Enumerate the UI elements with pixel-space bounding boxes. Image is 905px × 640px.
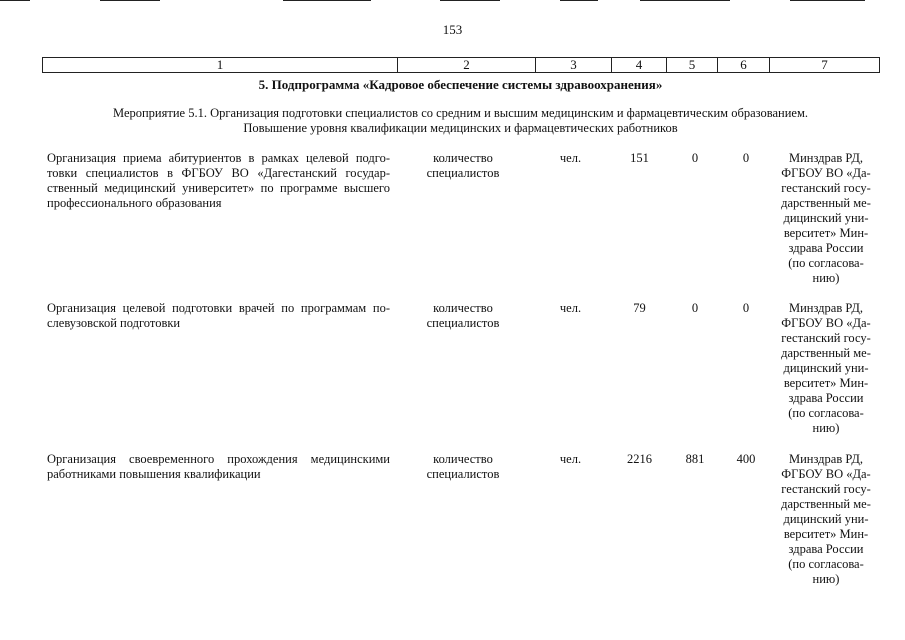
description-line: Организация приема абитуриентов в рамках целевой подго- <box>47 151 390 165</box>
executor-line: здрава России <box>788 391 864 405</box>
executor-line: ФГБОУ ВО «Да- <box>781 316 871 330</box>
executor-line: дицинский уни- <box>783 361 869 375</box>
executor-line: ФГБОУ ВО «Да- <box>781 467 871 481</box>
measure-title <box>42 106 879 136</box>
page-number: 153 <box>442 22 463 37</box>
indicator-line: специалистов <box>426 467 500 481</box>
measure-title-line: Повышение уровня квалификации медицинских и фармацевтических работников <box>243 121 678 135</box>
executor-line: Минздрав РД, <box>788 301 864 315</box>
column-header-row <box>43 58 880 73</box>
row-description <box>47 151 390 211</box>
executor-line: здрава России <box>788 542 864 556</box>
indicator-line: специалистов <box>426 166 500 180</box>
description-line: слевузовской подготовки <box>47 316 181 330</box>
executor-line: (по согласова- <box>788 256 864 270</box>
indicator-line: количество <box>433 301 493 315</box>
row-value-3: 0 <box>742 151 750 165</box>
row-value-3: 0 <box>742 301 750 315</box>
description-line: Организация целевой подготовки врачей по программам по- <box>47 301 390 315</box>
row-value-2: 881 <box>685 452 705 466</box>
subprogram-title: 5. Подпрограмма «Кадровое обеспечение системы здравоохранения» <box>258 77 663 92</box>
executor-line: гестанский госу- <box>781 331 871 345</box>
row-executor <box>778 301 874 436</box>
executor-line: дарственный ме- <box>781 346 871 360</box>
column-number: 3 <box>536 58 612 73</box>
executor-line: верситет» Мин- <box>783 527 869 541</box>
measure-title-line: Мероприятие 5.1. Организация подготовки специалистов со средним и высшим медицинским и фармацевтическим образованием. <box>113 106 808 120</box>
row-executor <box>778 151 874 286</box>
executor-line: верситет» Мин- <box>783 226 869 240</box>
executor-line: (по согласова- <box>788 406 864 420</box>
row-indicator <box>410 301 516 331</box>
row-value-3: 400 <box>736 452 756 466</box>
column-number: 7 <box>770 58 880 73</box>
executor-line: (по согласова- <box>788 557 864 571</box>
row-indicator <box>410 452 516 482</box>
top-rule <box>790 0 865 1</box>
top-rule <box>283 0 371 1</box>
description-line: ственный медицинский университет» по программе высшего <box>47 181 390 195</box>
row-value-2: 0 <box>691 301 699 315</box>
row-executor <box>778 452 874 587</box>
executor-line: гестанский госу- <box>781 482 871 496</box>
top-rule <box>0 0 30 1</box>
executor-line: Минздрав РД, <box>788 151 864 165</box>
column-number: 2 <box>398 58 536 73</box>
row-value-1: 79 <box>633 301 646 315</box>
indicator-line: специалистов <box>426 316 500 330</box>
row-value-1: 2216 <box>627 452 652 466</box>
executor-line: нию) <box>812 271 840 285</box>
top-rule <box>440 0 500 1</box>
executor-line: Минздрав РД, <box>788 452 864 466</box>
top-rule <box>560 0 598 1</box>
executor-line: ФГБОУ ВО «Да- <box>781 166 871 180</box>
executor-line: дарственный ме- <box>781 196 871 210</box>
row-unit: чел. <box>559 301 582 315</box>
indicator-line: количество <box>433 151 493 165</box>
column-number: 6 <box>718 58 770 73</box>
description-line: товки специалистов в ФГБОУ ВО «Дагестанский государ- <box>47 166 390 180</box>
description-line: профессионального образования <box>47 196 222 210</box>
executor-line: верситет» Мин- <box>783 376 869 390</box>
column-header-table <box>42 57 880 73</box>
row-value-1: 151 <box>630 151 649 165</box>
row-value-2: 0 <box>691 151 699 165</box>
top-rule <box>640 0 730 1</box>
executor-line: дицинский уни- <box>783 211 869 225</box>
executor-line: дарственный ме- <box>781 497 871 511</box>
column-number: 4 <box>612 58 667 73</box>
top-rule <box>100 0 160 1</box>
description-line: работниками повышения квалификации <box>47 467 261 481</box>
column-number: 5 <box>667 58 718 73</box>
row-unit: чел. <box>559 452 582 466</box>
executor-line: нию) <box>812 421 840 435</box>
row-unit: чел. <box>559 151 582 165</box>
indicator-line: количество <box>433 452 493 466</box>
description-line: Организация своевременного прохождения медицинскими <box>47 452 390 466</box>
executor-line: нию) <box>812 572 840 586</box>
row-description <box>47 301 390 331</box>
row-indicator <box>410 151 516 181</box>
column-number: 1 <box>43 58 398 73</box>
executor-line: здрава России <box>788 241 864 255</box>
executor-line: дицинский уни- <box>783 512 869 526</box>
row-description <box>47 452 390 482</box>
executor-line: гестанский госу- <box>781 181 871 195</box>
